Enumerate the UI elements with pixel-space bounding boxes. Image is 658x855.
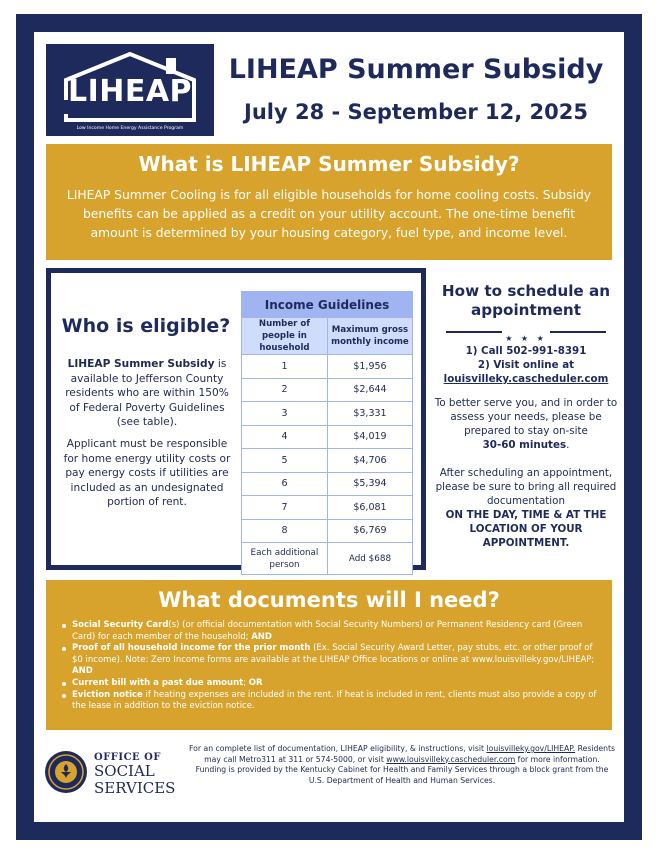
doc-name: Social Security Card [72,620,169,630]
table-caption: Income Guidelines [242,292,413,318]
what-is-section [46,144,612,260]
table-row [242,519,413,543]
eligibility-section [46,268,426,570]
doc-conjunction: OR [248,677,263,688]
doc-detail: (Ex. Social Security Award Letter, pay stubs, etc. or other proof of $0 income). Note: Zero Income forms are available at the LIHEAP Office locations or online at www.louisvilleky.gov/LIHEAP; [72,643,595,665]
household-size: 3 [242,402,328,426]
doc-conjunction: AND [72,666,93,677]
list-item [60,678,600,690]
household-size: 5 [242,449,328,473]
star-divider [430,326,622,343]
appointment-emphasis: ON THE DAY, TIME & AT THE LOCATION OF YOUR APPOINTMENT. [445,509,607,549]
what-is-heading: What is LIHEAP Summer Subsidy? [138,152,520,176]
program-dates: July 28 - September 12, 2025 [244,100,588,124]
max-income: $2,644 [327,378,412,402]
doc-name: Current bill with a past due amount [72,677,244,688]
office-of-social-services-logo [44,736,184,800]
max-income: $6,081 [327,496,412,520]
bring-docs-text [430,466,622,550]
documents-list [60,620,600,713]
max-income: $1,956 [327,355,412,379]
schedule-section [430,282,622,550]
liheap-link[interactable]: louisvilleky.gov/LIHEAP. [486,744,576,753]
page-title: LIHEAP Summer Subsidy [228,54,604,85]
call-step: 1) Call 502-991-8391 [465,345,587,357]
schedule-steps [430,344,622,386]
footer-text-3: for more information. Funding is provided by the Kentucky Cabinet for Health and Family Services through a block grant from the U.S. Department of Health and Human Services. [195,754,609,785]
footer-info [188,744,616,786]
table-row [242,543,413,575]
doc-detail: ; [243,677,249,688]
household-size: 6 [242,472,328,496]
prepare-body: To better serve you, and in order to assess your needs, please be prepared to stay on-site [434,397,618,437]
responsibility-text: Applicant must be responsible for home energy utility costs or pay energy costs if utilities are included as an undesignated portion of rent. [63,438,231,508]
list-item [60,620,600,643]
documents-section [46,580,612,730]
doc-detail: if heating expenses are included in the rent. If heat is included in rent, clients must also provide a copy of the lease in addition to the eviction notice. [72,689,597,712]
office-name [94,752,175,797]
table-row [242,378,413,402]
schedule-heading: How to schedule an appointment [441,282,611,319]
flyer [34,32,624,822]
punctuation: . [566,439,570,451]
list-item [60,643,600,678]
prepare-text [430,396,622,452]
social-label: SOCIAL [94,762,155,780]
household-size: 7 [242,496,328,520]
max-income: $4,019 [327,425,412,449]
louisville-seal-icon [44,750,88,794]
office-of-label: OFFICE OF [94,752,161,763]
divider-line [446,331,502,333]
list-item [60,690,600,713]
max-income: Add $688 [327,543,412,575]
liheap-logo [46,44,214,136]
doc-name: Proof of all household income for the prior month [72,643,311,654]
logo-wordmark: LIHEAP [67,74,193,109]
duration-text: 30-60 minutes [482,439,567,451]
table-row [242,472,413,496]
bring-docs-body: After scheduling an appointment, please be sure to bring all required documentation [435,467,617,507]
max-income: $5,394 [327,472,412,496]
table-row [242,355,413,379]
household-size: 8 [242,519,328,543]
household-size: 4 [242,425,328,449]
table-row [242,402,413,426]
household-size: 2 [242,378,328,402]
eligibility-criteria: is available to Jefferson County residents who are within 150% of Federal Poverty Guidelines (see table). [65,358,229,428]
column-header-people: Number of people in household [242,318,328,355]
eligibility-heading: Who is eligible? [61,315,231,337]
visit-step: 2) Visit online at [477,359,575,371]
household-size: 1 [242,355,328,379]
table-row [242,496,413,520]
doc-conjunction: AND [251,631,272,642]
documents-heading: What documents will I need? [158,588,500,612]
doc-name: Eviction notice [72,689,143,700]
what-is-body: LIHEAP Summer Cooling is for all eligible households for home cooling costs. Subsidy benefits can be applied as a credit on your utility account. The one-time benefit amount is determined by your housing category, fuel type, and income level. [66,188,592,240]
footer-text-1: For an complete list of documentation, LIHEAP eligibility, & instructions, visit [189,744,487,753]
doc-detail: (s) (or official documentation with Social Security Numbers) or Permanent Residency card (Green Card) for each member of the household; [72,620,583,642]
household-size: Each additional person [242,543,328,575]
services-label: SERVICES [94,779,176,797]
income-guidelines-table [241,291,413,575]
max-income: $6,769 [327,519,412,543]
scheduler-link[interactable]: louisvilleky.cascheduler.com [443,373,609,385]
max-income: $4,706 [327,449,412,473]
column-header-income: Maximum gross monthly income [327,318,412,355]
cascheduler-link[interactable]: www.louisvilleky.cascheduler.com [386,754,516,764]
footer-text-2: Residents may call Metro311 at 311 or 574-5000, or visit [204,744,615,764]
max-income: $3,331 [327,402,412,426]
divider-line [550,331,606,333]
stars-icon: ★ ★ ★ [505,334,547,343]
eligibility-text [59,357,235,430]
table-row [242,425,413,449]
eligibility-program-name: LIHEAP Summer Subsidy [67,358,215,370]
table-row [242,449,413,473]
logo-tagline: Low Income Home Energy Assistance Program [76,126,184,131]
